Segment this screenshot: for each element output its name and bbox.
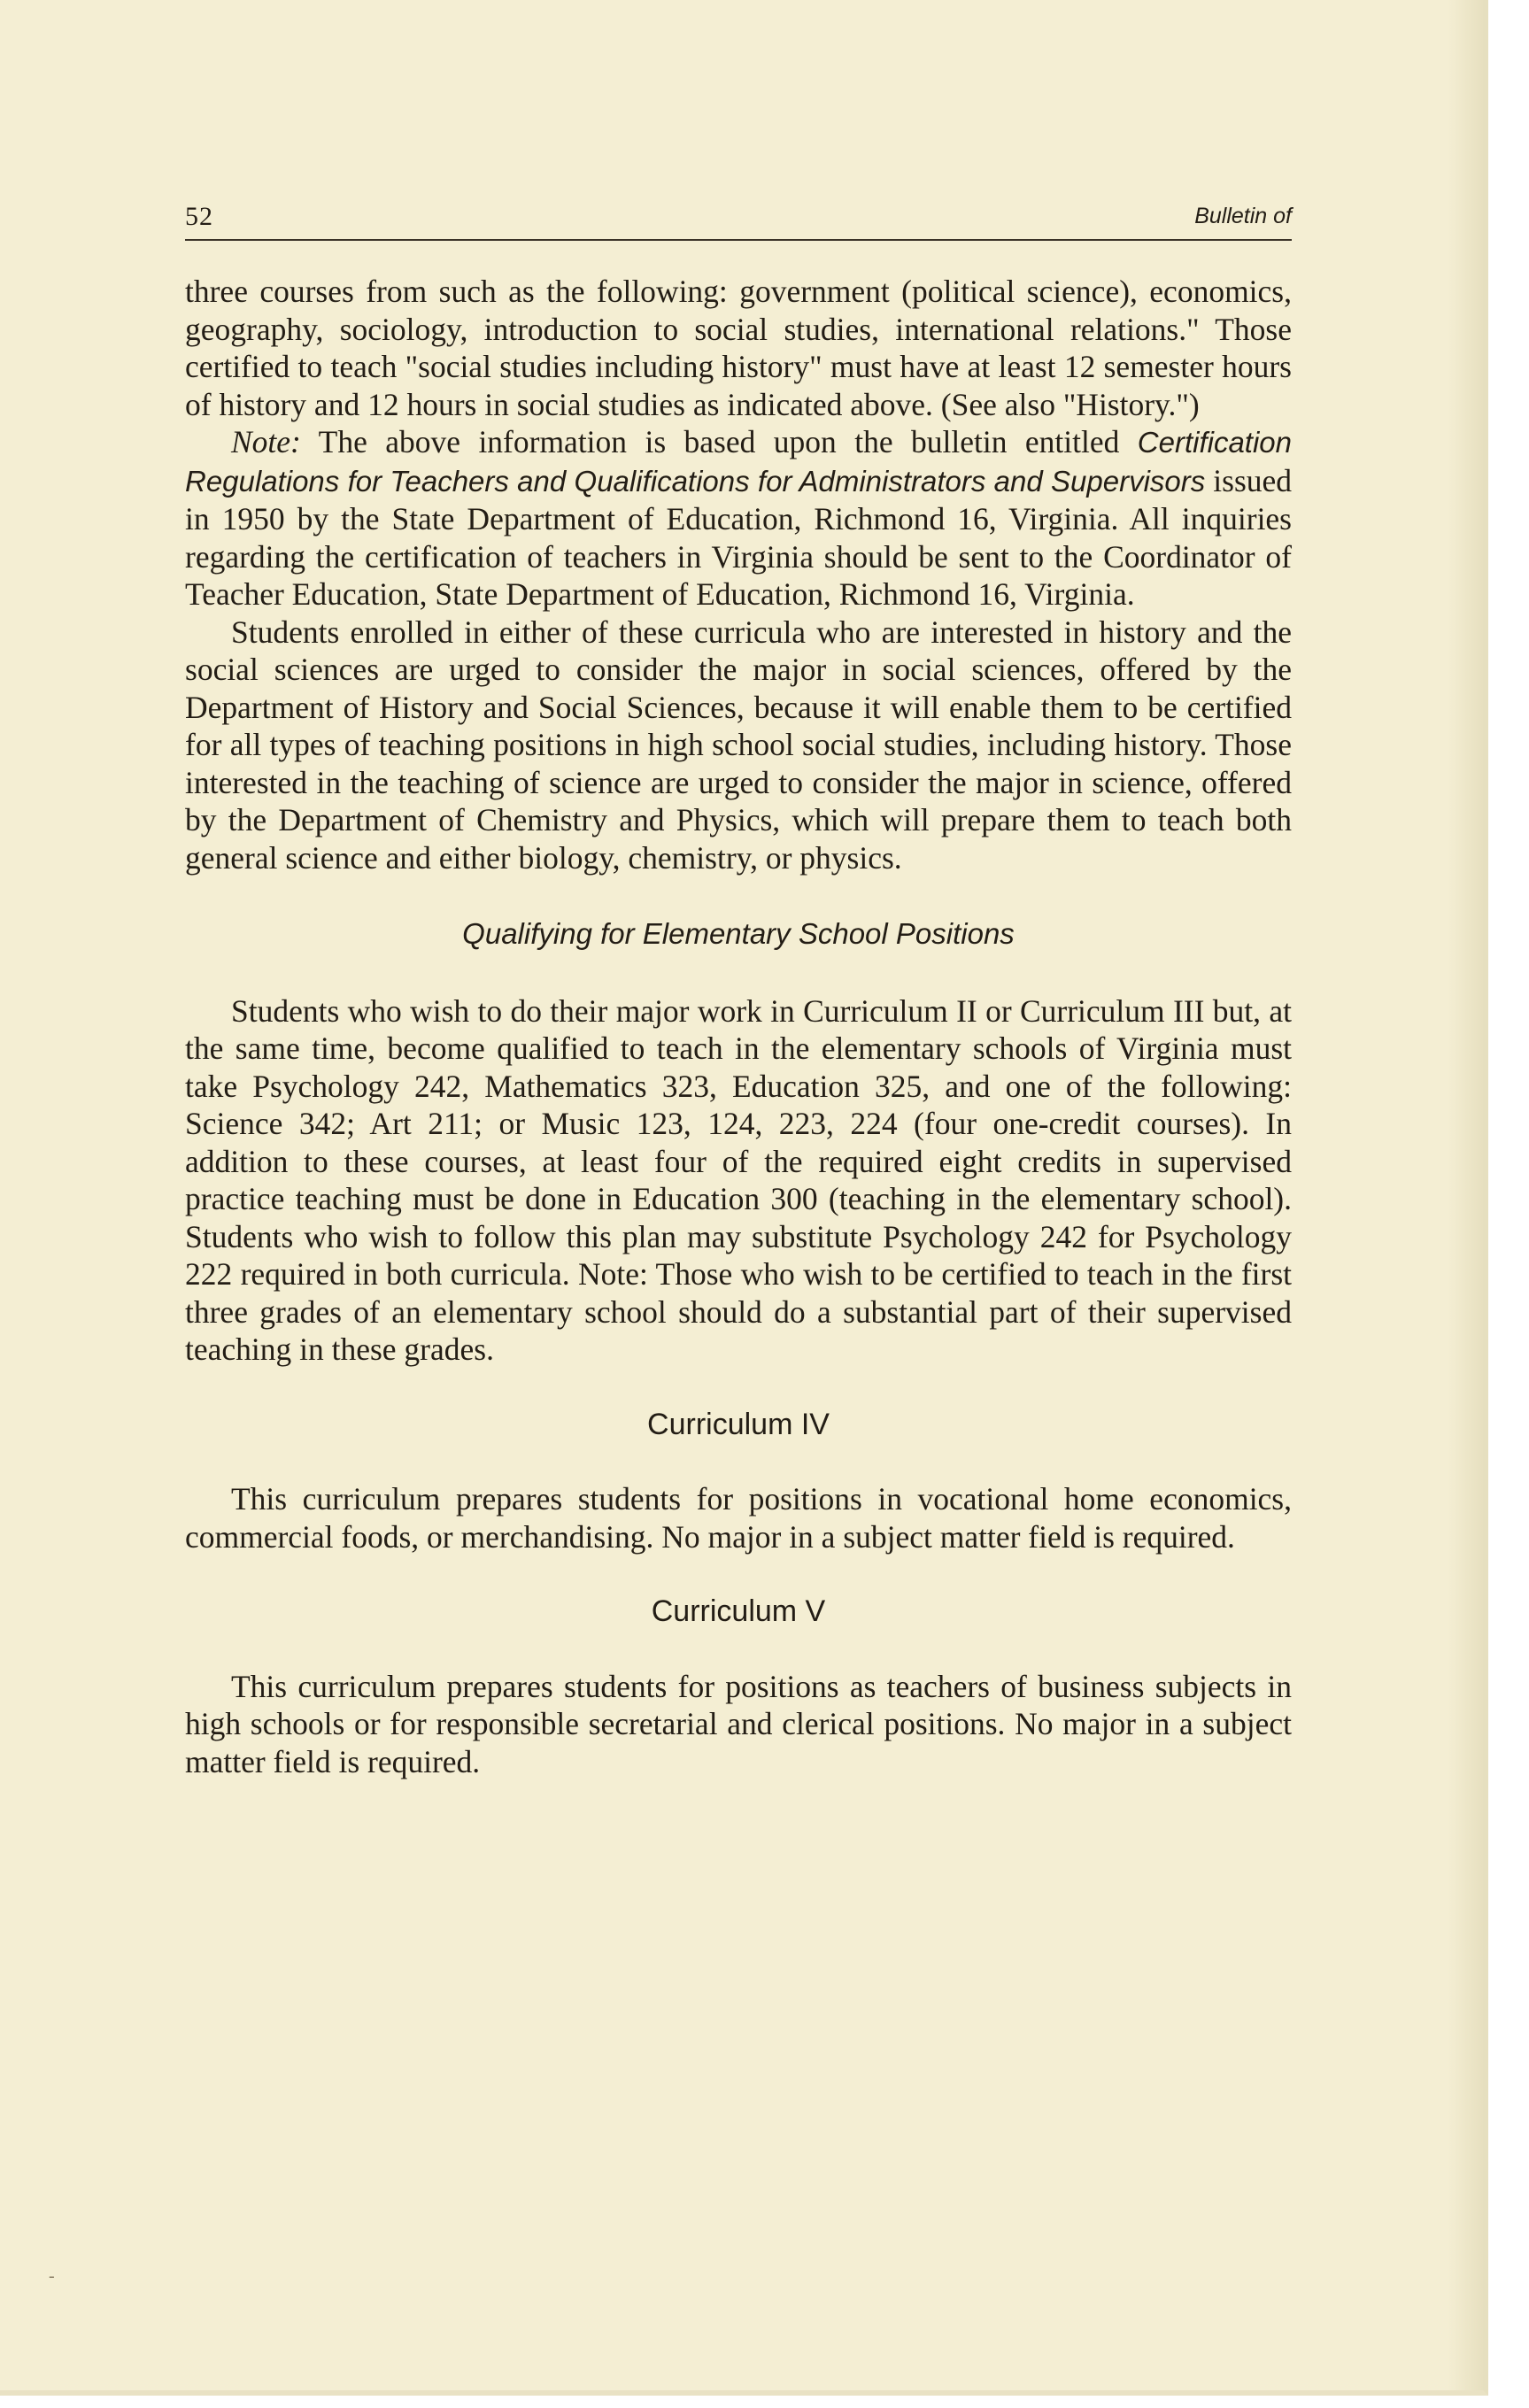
- note-text-a: The above information is based upon the bulletin entitled: [300, 424, 1138, 459]
- paragraph-continued: three courses from such as the following: government (political science), economics, geography, sociology, introduction to social studies, international relations." Those certified to teach "social studies including history" must have at least 12 semester hours of history and 12 hours in social studies as indicated above. (See also "History."): [185, 274, 1292, 422]
- scan-mark: -: [49, 2266, 55, 2286]
- paragraph-curriculum-v: This curriculum prepares students for positions as teachers of business subjects in high schools or for responsible secretarial and clerical positions. No major in a subject matter field is required.: [185, 1668, 1292, 1779]
- section-heading-elementary: Qualifying for Elementary School Positions: [462, 917, 1015, 950]
- section-heading-curriculum-v: Curriculum V: [651, 1594, 826, 1628]
- section-heading-curriculum-iv: Curriculum IV: [647, 1407, 830, 1441]
- running-head: Bulletin of: [1194, 204, 1292, 228]
- note-text-b: issued in 1950 by the State Department of Education, Richmond 16, Virginia. All inquiries regarding the certification of teachers in Virginia should be sent to the Coordinator of Teacher Education, State Department of Education, Richmond 16, Virginia.: [185, 462, 1293, 612]
- note-label: Note:: [231, 424, 301, 459]
- paragraph-note: [185, 423, 1292, 614]
- paragraph-elementary: Students who wish to do their major work in Curriculum II or Curriculum III but, at the same time, become qualified to teach in the elementary schools of Virginia must take Psychology 242, Mathematics 323, Education 325, and one of the following: Science 342; Art 211; or Music 123, 124, 223, 224 (four one-credit courses). In addition to these courses, at least four of the required eight credits in supervised practice teaching must be done in Education 300 (teaching in the elementary school). Students who wish to follow this plan may substitute Psychology 242 for Psychology 222 required in both curricula. Note: Those who wish to be certified to teach in the first three grades of an elementary school should do a substantial part of their supervised teaching in these grades.: [185, 992, 1292, 1367]
- page-number: 52: [185, 202, 213, 231]
- page-header: [185, 200, 1292, 241]
- page-edge-shadow: [1448, 0, 1483, 2390]
- bulletin-title: Certification Regulations for Teachers and Qualifications for Administrators and Supervisors: [185, 426, 1292, 498]
- page-body: [185, 273, 1292, 1780]
- paragraph-curriculum-iv: This curriculum prepares students for positions in vocational home economics, commercial foods, or merchandising. No major in a subject matter field is required.: [185, 1481, 1292, 1555]
- paragraph-students-enrolled: Students enrolled in either of these curricula who are interested in history and the social sciences are urged to consider the major in social sciences, offered by the Department of History and Social Sciences, because it will enable them to be certified for all types of teaching positions in high school social studies, including history. Those interested in the teaching of science are urged to consider the major in science, offered by the Department of Chemistry and Physics, which will prepare them to teach both general science and either biology, chemistry, or physics.: [185, 614, 1292, 876]
